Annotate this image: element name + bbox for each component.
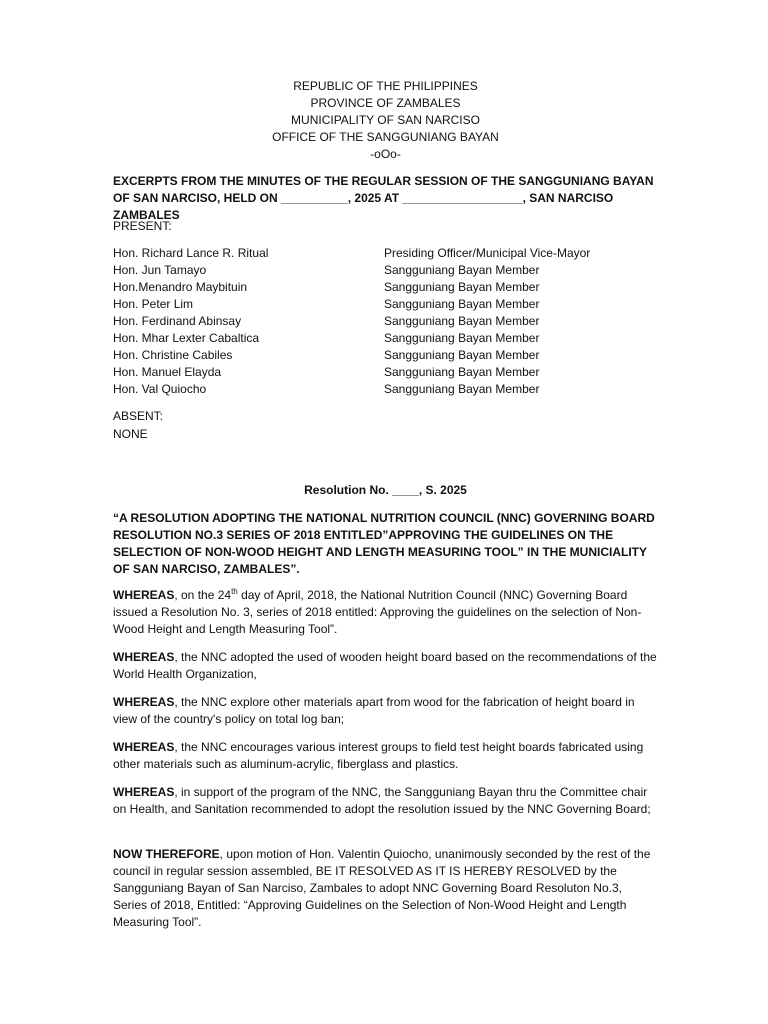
member-row (113, 330, 658, 347)
clause-lead: WHEREAS (113, 785, 175, 799)
member-role: Sangguniang Bayan Member (384, 331, 540, 345)
member-row (113, 262, 658, 279)
clause-lead: WHEREAS (113, 588, 175, 602)
clause-lead: NOW THEREFORE (113, 847, 220, 861)
member-name: Hon. Manuel Elayda (113, 365, 222, 379)
whereas-clause-4 (113, 739, 658, 773)
member-row (113, 296, 658, 313)
now-therefore-clause (113, 846, 658, 931)
ordinal-suffix: th (231, 587, 238, 596)
whereas-clause-3 (113, 694, 658, 728)
absent-label: ABSENT: (113, 409, 164, 423)
member-row (113, 313, 658, 330)
member-name: Hon. Val Quiocho (113, 382, 207, 396)
member-name: Hon. Mhar Lexter Cabaltica (113, 331, 260, 345)
letterhead-province: PROVINCE OF ZAMBALES (310, 96, 461, 110)
member-row (113, 347, 658, 364)
member-row (113, 279, 658, 296)
member-role: Presiding Officer/Municipal Vice-Mayor (384, 246, 591, 260)
whereas-clause-2 (113, 649, 658, 683)
letterhead-municipality: MUNICIPALITY OF SAN NARCISO (291, 113, 480, 127)
member-name: Hon. Jun Tamayo (113, 263, 207, 277)
member-role: Sangguniang Bayan Member (384, 348, 540, 362)
member-row (113, 245, 658, 262)
clause-lead: WHEREAS (113, 695, 175, 709)
member-name: Hon. Christine Cabiles (113, 348, 233, 362)
member-name: Hon. Ferdinand Abinsay (113, 314, 242, 328)
member-role: Sangguniang Bayan Member (384, 314, 540, 328)
letterhead-republic: REPUBLIC OF THE PHILIPPINES (293, 79, 478, 93)
member-name: Hon. Richard Lance R. Ritual (113, 246, 269, 260)
members-list (113, 245, 658, 398)
clause-text: , the NNC explore other materials apart from wood for the fabrication of height board in view of the country's policy on total log ban; (113, 695, 635, 726)
resolution-number: Resolution No. ____, S. 2025 (304, 483, 467, 497)
member-role: Sangguniang Bayan Member (384, 382, 540, 396)
clause-text: day of April, 2018, the National Nutrition Council (NNC) Governing Board issued a Resolution No. 3, series of 2018 entitled: Approving the guidelines on the selection of Non-Wood Height and Length Measuring Tool”. (113, 588, 642, 636)
member-role: Sangguniang Bayan Member (384, 263, 540, 277)
resolution-title: “A RESOLUTION ADOPTING THE NATIONAL NUTRITION COUNCIL (NNC) GOVERNING BOARD RESOLUTION NO.3 SERIES OF 2018 ENTITLED”APPROVING THE GUIDELINES ON THE SELECTION OF NON-WOOD HEIGHT AND LENGTH MEASURING TOOL” IN THE MUNICIALITY OF SAN NARCISO, ZAMBALES”. (113, 511, 655, 576)
absent-value: NONE (113, 427, 148, 441)
member-row (113, 364, 658, 381)
letterhead-separator: -oOo- (370, 147, 401, 161)
clause-text: , the NNC encourages various interest groups to field test height boards fabricated using other materials such as aluminum-acrylic, fiberglass and plastics. (113, 740, 644, 771)
clause-text: , on the 24 (174, 588, 232, 602)
member-role: Sangguniang Bayan Member (384, 365, 540, 379)
clause-lead: WHEREAS (113, 740, 175, 754)
letterhead-office: OFFICE OF THE SANGGUNIANG BAYAN (272, 130, 499, 144)
member-name: Hon.Menandro Maybituin (113, 280, 248, 294)
whereas-clause-1 (113, 587, 658, 638)
member-role: Sangguniang Bayan Member (384, 297, 540, 311)
clause-text: , upon motion of Hon. Valentin Quiocho, unanimously seconded by the rest of the council in regular session assembled, BE IT RESOLVED AS IT IS HEREBY RESOLVED by the Sangguniang Bayan of San Narciso, Zambales to adopt NNC Governing Board Resoluton No.3, Series of 2018, Entitled: “Approving Guidelines on the Selection of Non-Wood Height and Length Measuring Tool”. (113, 847, 651, 929)
member-role: Sangguniang Bayan Member (384, 280, 540, 294)
member-name: Hon. Peter Lim (113, 297, 194, 311)
letterhead (113, 78, 658, 163)
clause-lead: WHEREAS (113, 650, 175, 664)
clause-text: , the NNC adopted the used of wooden height board based on the recommendations of the World Health Organization, (113, 650, 657, 681)
present-label: PRESENT: (113, 219, 172, 233)
excerpt-title: EXCERPTS FROM THE MINUTES OF THE REGULAR SESSION OF THE SANGGUNIANG BAYAN OF SAN NARCISO, HELD ON __________, 2025 AT __________________, SAN NARCISO ZAMBALES (113, 174, 654, 222)
member-row (113, 381, 658, 398)
clause-text: , in support of the program of the NNC, the Sangguniang Bayan thru the Committee chair on Health, and Sanitation recommended to adopt the resolution issued by the NNC Governing Board; (113, 785, 651, 816)
whereas-clause-5 (113, 784, 658, 818)
